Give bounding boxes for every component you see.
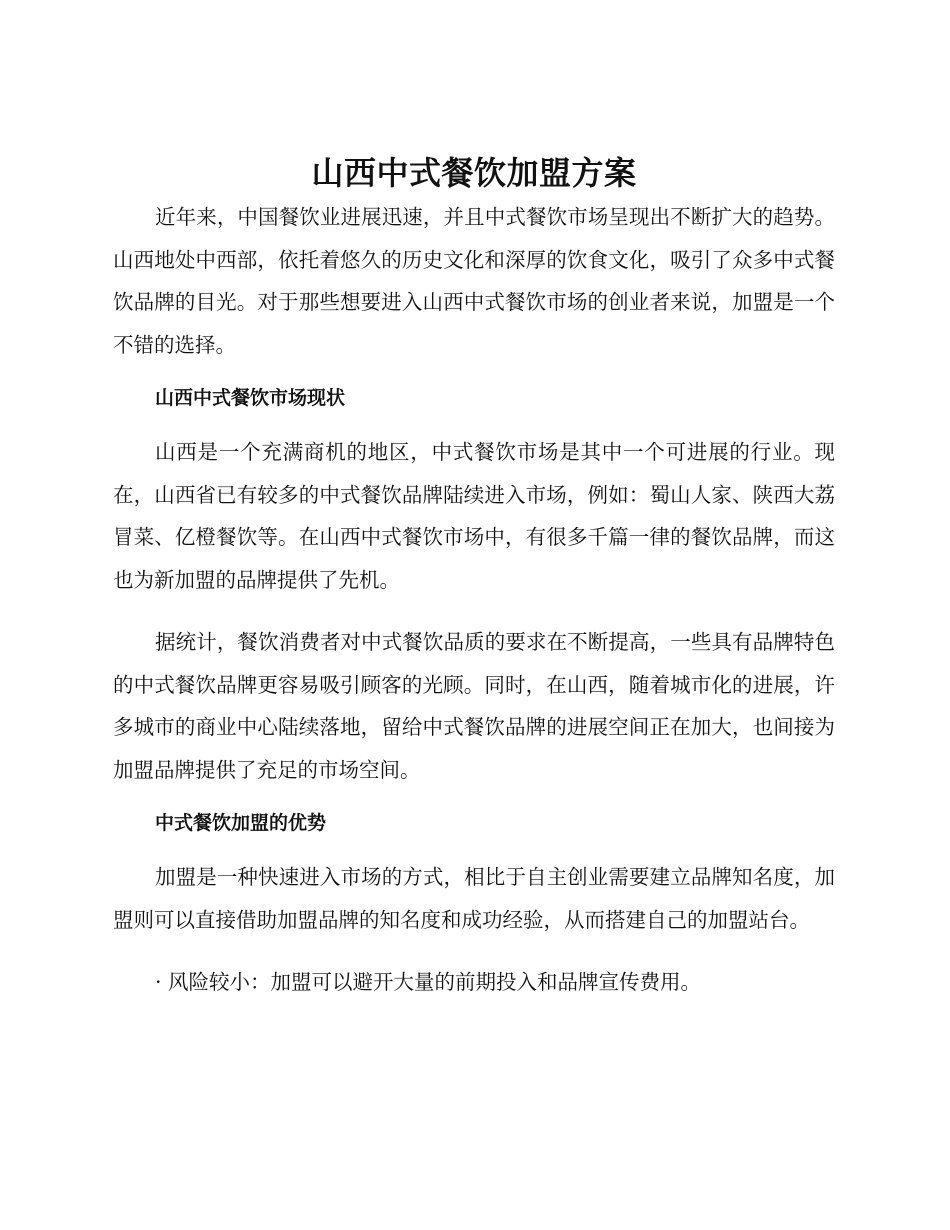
document-page bbox=[113, 150, 835, 1004]
section-heading-market-status: 山西中式餐饮市场现状 bbox=[155, 387, 346, 409]
advantages-paragraph-1: 加盟是一种快速进入市场的方式，相比于自主创业需要建立品牌知名度，加盟则可以直接借助加盟品牌的知名度和成功经验，从而搭建自己的加盟站台。 bbox=[113, 865, 835, 932]
market-status-paragraph-1: 山西是一个充满商机的地区，中式餐饮市场是其中一个可进展的行业。现在，山西省已有较多的中式餐饮品牌陆续进入市场，例如：蜀山人家、陕西大荔冒菜、亿橙餐饮等。在山西中式餐饮市场中，有很多千篇一律的餐饮品牌，而这也为新加盟的品牌提供了先机。 bbox=[113, 440, 835, 592]
market-status-paragraph-2: 据统计，餐饮消费者对中式餐饮品质的要求在不断提高，一些具有品牌特色的中式餐饮品牌更容易吸引顾客的光顾。同时，在山西，随着城市化的进展，许多城市的商业中心陆续落地，留给中式餐饮品牌的进展空间正在加大，也间接为加盟品牌提供了充足的市场空间。 bbox=[113, 630, 835, 782]
intro-paragraph: 近年来，中国餐饮业进展迅速，并且中式餐饮市场呈现出不断扩大的趋势。山西地处中西部，依托着悠久的历史文化和深厚的饮食文化，吸引了众多中式餐饮品牌的目光。对于那些想要进入山西中式餐饮市场的创业者来说，加盟是一个不错的选择。 bbox=[113, 205, 835, 357]
advantage-bullet-item: · 风险较小：加盟可以避开大量的前期投入和品牌宣传费用。 bbox=[155, 970, 702, 994]
document-title: 山西中式餐饮加盟方案 bbox=[311, 154, 637, 192]
section-heading-advantages: 中式餐饮加盟的优势 bbox=[155, 812, 327, 834]
